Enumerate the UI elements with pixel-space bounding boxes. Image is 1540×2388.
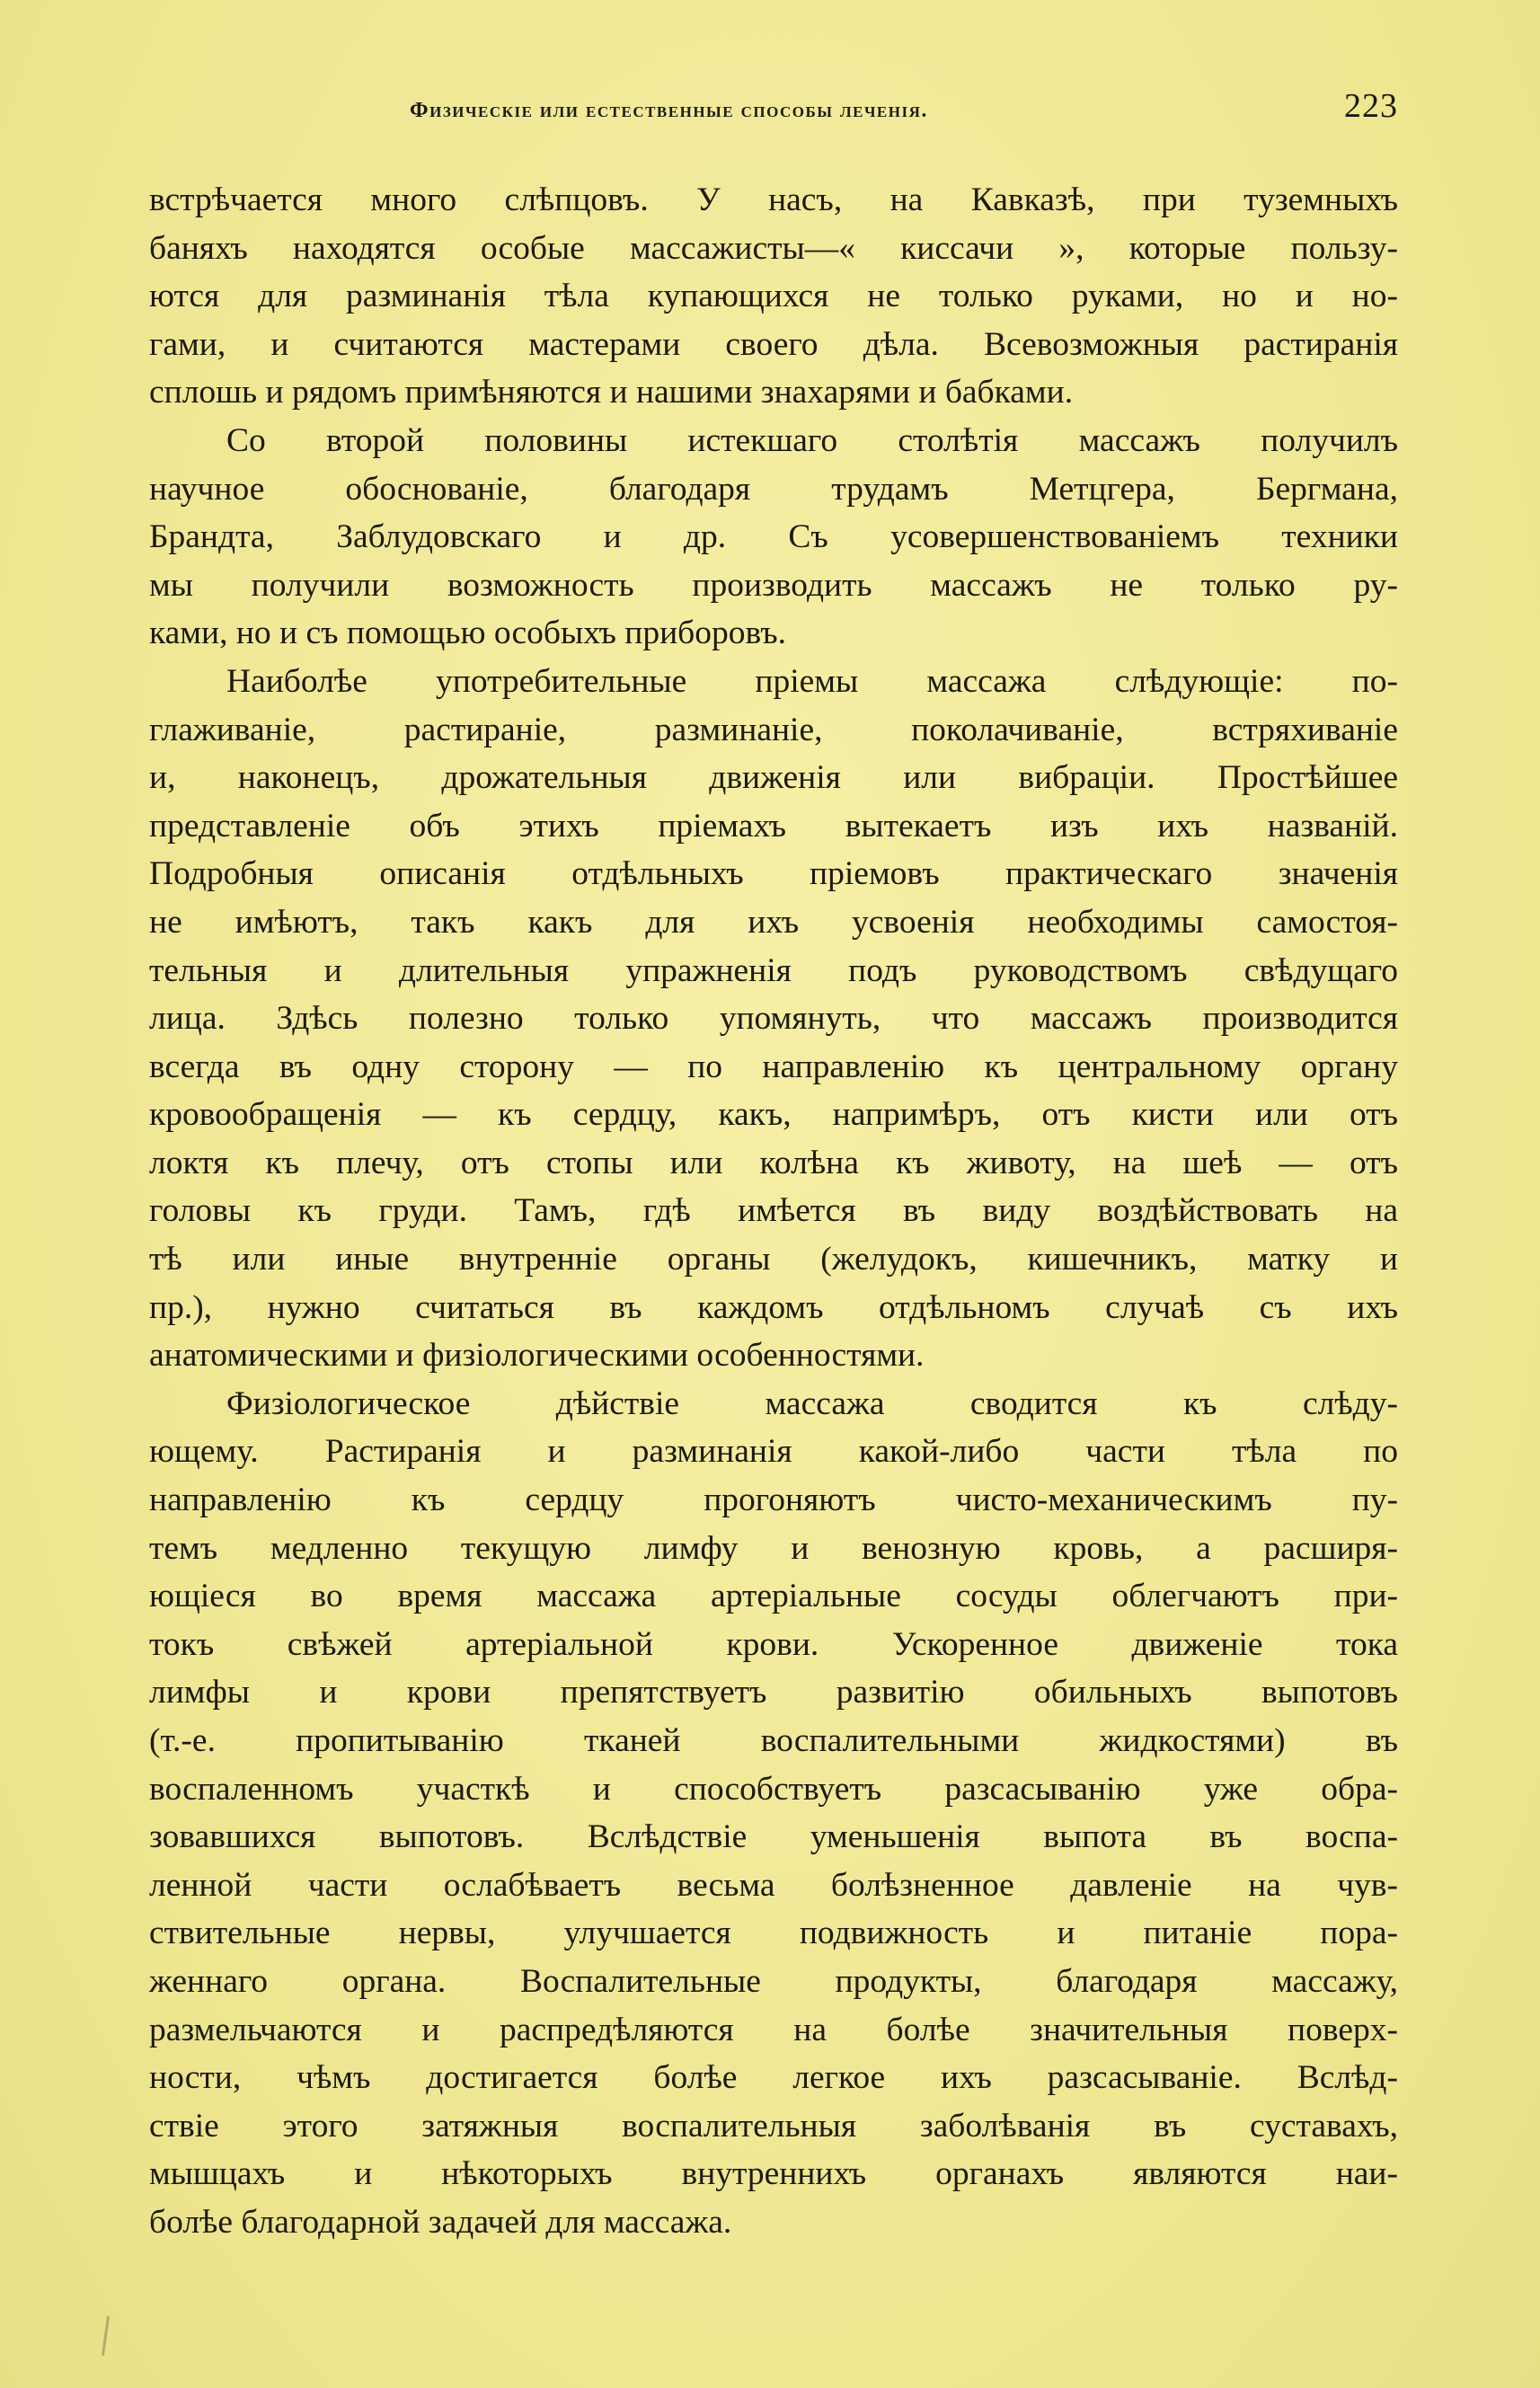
text-line: зовавшихся выпотовъ. Вслѣдствіе уменьшенія выпота въ воспа-	[149, 1818, 1398, 1856]
text-line: локтя къ плечу, отъ стопы или колѣна къ животу, на шеѣ — отъ	[149, 1144, 1398, 1181]
text-line: сплошь и рядомъ примѣняются и нашими знахарями и бабками.	[149, 374, 1074, 411]
text-line: ности, чѣмъ достигается болѣе легкое ихъ разсасываніе. Вслѣд-	[149, 2059, 1398, 2097]
text-line: тѣ или иные внутренніе органы (желудокъ, кишечникъ, матку и	[149, 1241, 1398, 1278]
text-line: ющему. Растиранія и разминанія какой-либо части тѣла по	[149, 1433, 1398, 1471]
text-line: всегда въ одну сторону — по направленію къ центральному органу	[149, 1048, 1398, 1085]
text-line: токъ свѣжей артеріальной крови. Ускоренное движеніе тока	[149, 1625, 1398, 1663]
text-line: анатомическими и физіологическими особенностями.	[149, 1337, 925, 1375]
text-line: ками, но и съ помощью особыхъ приборовъ.	[149, 615, 787, 652]
text-line: ствительные нервы, улучшается подвижность и питаніе пора-	[149, 1915, 1398, 1952]
text-line: Брандта, Заблудовскаго и др. Съ усовершенствованіемъ техники	[149, 518, 1398, 556]
text-line: мы получили возможность производить массажъ не только ру-	[149, 566, 1398, 604]
text-line: и, наконецъ, дрожательныя движенія или вибраціи. Простѣйшее	[149, 759, 1398, 797]
paragraph	[149, 658, 1398, 1380]
text-line: размельчаются и распредѣляются на болѣе значительныя поверх-	[149, 2011, 1398, 2048]
body-text	[149, 176, 1398, 2247]
text-line: ствіе этого затяжныя воспалительныя заболѣванія въ суставахъ,	[149, 2107, 1398, 2145]
text-line: (т.-е. пропитыванію тканей воспалительными жидкостями) въ	[149, 1722, 1398, 1759]
text-line: встрѣчается много слѣпцовъ. У насъ, на Кавказѣ, при туземныхъ	[149, 181, 1398, 218]
text-line: ющіеся во время массажа артеріальные сосуды облегчаютъ при-	[149, 1578, 1398, 1615]
text-line: женнаго органа. Воспалительные продукты, благодаря массажу,	[149, 1962, 1398, 2000]
text-line: гами, и считаются мастерами своего дѣла. Всевозможныя растиранія	[149, 325, 1398, 363]
text-line: воспаленномъ участкѣ и способствуетъ разсасыванію уже обра-	[149, 1770, 1398, 1808]
paragraph	[149, 1380, 1398, 2247]
paragraph	[149, 417, 1398, 658]
text-line: лица. Здѣсь полезно только упомянуть, что массажъ производится	[149, 1000, 1398, 1038]
text-line: ленной части ослабѣваетъ весьма болѣзненное давленіе на чув-	[149, 1866, 1398, 1904]
margin-pencil-mark	[102, 2316, 110, 2356]
text-line: не имѣютъ, такъ какъ для ихъ усвоенія необходимы самостоя-	[149, 903, 1398, 941]
text-line: представленіе объ этихъ пріемахъ вытекаетъ изъ ихъ названій.	[149, 807, 1398, 845]
text-line: кровообращенія — къ сердцу, какъ, напримѣръ, отъ кисти или отъ	[149, 1096, 1398, 1134]
text-line: Со второй половины истекшаго столѣтія массажъ получилъ	[226, 421, 1398, 459]
text-line: мышцахъ и нѣкоторыхъ внутреннихъ органахъ являются наи-	[149, 2155, 1398, 2193]
text-line: научное обоснованіе, благодаря трудамъ Метцгера, Бергмана,	[149, 470, 1398, 508]
text-line: Подробныя описанія отдѣльныхъ пріемовъ практическаго значенія	[149, 855, 1398, 893]
text-line: головы къ груди. Тамъ, гдѣ имѣется въ виду воздѣйствовать на	[149, 1192, 1398, 1230]
text-line: Наиболѣе употребительные пріемы массажа слѣдующіе: по-	[226, 662, 1398, 700]
text-line: болѣе благодарной задачей для массажа.	[149, 2203, 732, 2241]
running-title: Физическіе или естественные способы леченія.	[410, 99, 928, 122]
text-line: темъ медленно текущую лимфу и венозную кровь, а расширя-	[149, 1529, 1398, 1567]
page-number: 223	[1344, 87, 1398, 125]
running-head	[149, 86, 1398, 131]
text-line: пр.), нужно считаться въ каждомъ отдѣльномъ случаѣ съ ихъ	[149, 1288, 1398, 1326]
text-line: тельныя и длительныя упражненія подъ руководствомъ свѣдущаго	[149, 951, 1398, 989]
text-line: ются для разминанія тѣла купающихся не только руками, но и но-	[149, 278, 1398, 315]
text-line: лимфы и крови препятствуетъ развитію обильныхъ выпотовъ	[149, 1674, 1398, 1711]
text-line: баняхъ находятся особые массажисты—« киссачи », которые пользу-	[149, 229, 1398, 267]
text-line: глаживаніе, растираніе, разминаніе, поколачиваніе, встряхиваніе	[149, 711, 1398, 748]
text-line: Физіологическое дѣйствіе массажа сводится къ слѣду-	[226, 1384, 1398, 1422]
text-line: направленію къ сердцу прогоняютъ чисто-механическимъ пу-	[149, 1481, 1398, 1519]
paragraph	[149, 176, 1398, 417]
